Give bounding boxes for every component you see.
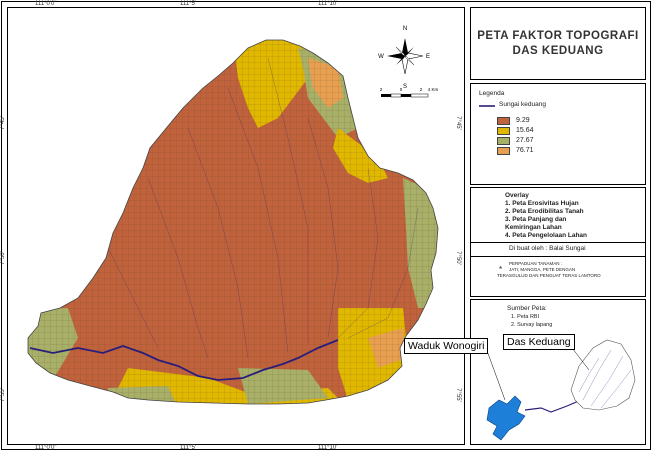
overlay-item-3b: Kemiringan Lahan	[505, 224, 562, 231]
waduk-callout-line	[486, 348, 505, 400]
asterisk-icon: *	[499, 265, 503, 274]
waduk-reservoir-shape	[487, 396, 525, 440]
sumber-item-2: 2. Survay lapang	[511, 322, 553, 328]
credit-line-3: TERASGULUD DAN PENGUAT TERAS LAMTORO	[497, 273, 601, 278]
tick-left-3: 7°55'	[0, 388, 6, 402]
legend-class-4: 76.71	[516, 147, 534, 154]
swatch-15-64	[497, 127, 510, 135]
scale-label-2: 0	[399, 87, 403, 92]
overlay-item-3: 3. Peta Panjang dan	[505, 216, 567, 223]
overlay-box	[470, 187, 646, 297]
overlay-heading: Overlay	[505, 192, 529, 199]
credit-divider	[471, 256, 645, 257]
sumber-item-1: 1. Peta RBI	[511, 314, 540, 320]
das-keduang-shape	[571, 340, 635, 410]
river-legend-label: Sungai keduang	[499, 101, 546, 108]
south-label: S	[402, 84, 408, 90]
swatch-27-67	[497, 137, 510, 145]
swatch-9-29	[497, 117, 510, 125]
west-label: W	[378, 54, 384, 60]
sumber-box	[470, 299, 646, 445]
scale-label-4: 4 Km	[427, 87, 439, 92]
tick-right-2: 7°50'	[454, 251, 461, 265]
scale-bar	[381, 94, 428, 97]
credit-line-2: JATI, MANGGA, PETE DENGAN	[509, 267, 576, 272]
tick-left-1: 7°45'	[0, 116, 6, 130]
credit-line-1: PERPADUAN TANAMAN :	[509, 261, 563, 266]
tick-top-2: 111°5'	[180, 1, 197, 7]
map-title-line1: PETA FAKTOR TOPOGRAFI	[477, 29, 639, 42]
title-box	[470, 7, 646, 80]
sumber-heading: Sumber Peta:	[507, 305, 547, 312]
tick-top-3: 111°10'	[318, 1, 338, 7]
legend-class-2: 15.64	[516, 127, 534, 134]
tick-right-3: 7°55'	[454, 388, 461, 402]
overlay-item-4: 4. Peta Pengelolaan Lahan	[505, 232, 587, 239]
swatch-76-71	[497, 147, 510, 155]
map-title-line2: DAS KEDUANG	[512, 44, 604, 57]
maker-label: Di buat oleh : Balai Sungai	[509, 245, 586, 252]
waduk-wonogiri-callout: Waduk Wonogiri	[404, 338, 488, 354]
legend-class-1: 9.29	[516, 117, 530, 124]
river-legend-symbol	[479, 104, 495, 108]
scale-label-3: 2	[419, 87, 423, 92]
overlay-item-1: 1. Peta Erosivitas Hujan	[505, 200, 579, 207]
main-map-frame	[7, 7, 465, 445]
tick-left-2: 7°50'	[0, 251, 6, 265]
tick-top-1: 111°0'0"	[35, 1, 57, 7]
overlay-item-2: 2. Peta Erodibilitas Tanah	[505, 208, 584, 215]
tick-bottom-1: 111°0'0"	[35, 445, 57, 451]
north-label: N	[402, 26, 408, 32]
scale-label-1: 2	[379, 87, 383, 92]
overlay-divider	[471, 242, 645, 243]
tick-right-1: 7°45'	[454, 116, 461, 130]
das-keduang-callout: Das Keduang	[503, 334, 575, 350]
tick-bottom-2: 111°5'	[180, 445, 197, 451]
legend-class-3: 27.67	[516, 137, 534, 144]
legend-box	[470, 83, 646, 185]
side-panel	[470, 7, 646, 445]
tick-bottom-3: 111°10'	[318, 445, 338, 451]
east-label: E	[425, 54, 431, 60]
north-arrow-icon	[387, 38, 423, 74]
map-canvas	[8, 8, 464, 444]
legend-heading: Legenda	[479, 90, 505, 97]
